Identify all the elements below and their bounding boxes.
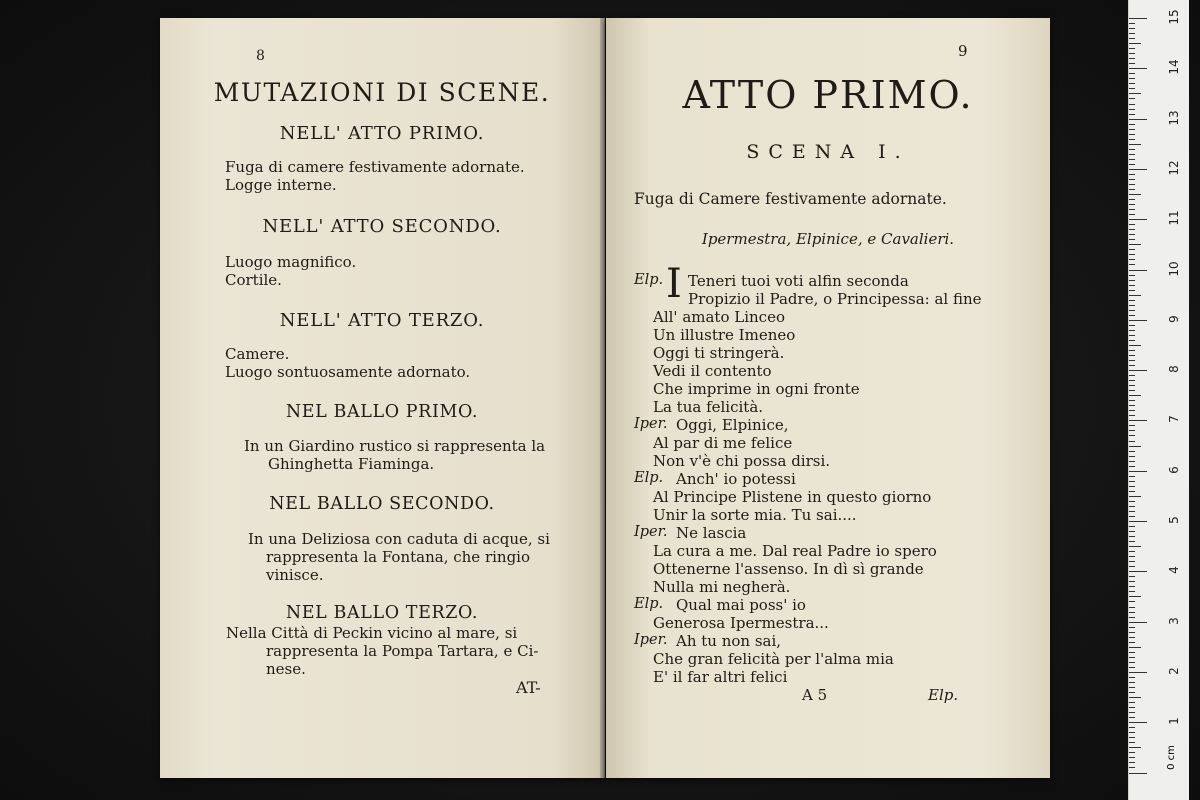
verse-line: Non v'è chi possa dirsi.	[653, 452, 831, 470]
ruler-tick	[1129, 767, 1135, 768]
ruler-tick	[1129, 174, 1135, 175]
ballo-heading: NEL BALLO PRIMO.	[285, 402, 479, 422]
ruler-tick	[1129, 119, 1147, 120]
verse-line: Che imprime in ogni fronte	[653, 380, 860, 398]
drop-initial: I	[666, 261, 682, 307]
verse-line: Nulla mi negherà.	[653, 578, 791, 596]
ruler-tick	[1129, 325, 1135, 326]
ruler-tick	[1129, 471, 1147, 472]
ruler-tick	[1129, 435, 1135, 436]
ballo-heading: NEL BALLO TERZO.	[285, 603, 479, 623]
verse-line: Al Principe Plistene in questo giorno	[653, 488, 932, 506]
ruler-tick	[1129, 752, 1135, 753]
ruler-tick	[1129, 737, 1135, 738]
ruler-tick	[1129, 365, 1135, 366]
ruler-tick	[1129, 169, 1147, 170]
ruler-tick	[1129, 410, 1135, 411]
ruler-tick	[1129, 370, 1147, 371]
speaker-label: Iper.	[634, 524, 668, 540]
act-heading: NELL' ATTO SECONDO.	[262, 216, 502, 237]
ruler-tick	[1129, 239, 1135, 240]
ruler-tick	[1129, 385, 1135, 386]
ruler-tick	[1129, 109, 1135, 110]
ballo-line: In una Deliziosa con caduta di acque, si	[248, 530, 550, 548]
act-heading: NELL' ATTO PRIMO.	[279, 123, 485, 144]
ruler-tick	[1129, 83, 1135, 84]
ruler-tick	[1129, 129, 1135, 130]
ruler-tick	[1129, 320, 1147, 321]
ruler-tick	[1129, 762, 1135, 763]
ruler-tick	[1129, 189, 1135, 190]
ruler-tick	[1129, 254, 1135, 255]
ruler-tick	[1129, 199, 1135, 200]
ruler-tick	[1129, 612, 1135, 613]
ruler-tick	[1129, 154, 1135, 155]
ruler-tick	[1129, 637, 1135, 638]
verse-line: Unir la sorte mia. Tu sai....	[653, 506, 857, 524]
ruler-tick	[1129, 224, 1135, 225]
ruler-tick	[1129, 425, 1135, 426]
ruler-number: 3	[1167, 616, 1181, 625]
scene-line: Cortile.	[225, 271, 282, 289]
speaker-label: Iper.	[634, 416, 668, 432]
ruler-tick	[1129, 687, 1135, 688]
ruler-tick	[1129, 682, 1135, 683]
ruler-tick	[1129, 18, 1147, 19]
ballo-line: In un Giardino rustico si rappresenta la	[244, 437, 546, 455]
ruler-tick	[1129, 305, 1135, 306]
ruler-tick	[1129, 677, 1135, 678]
ruler-tick	[1129, 601, 1135, 602]
ruler-tick	[1129, 757, 1135, 758]
ruler-tick	[1129, 43, 1141, 44]
right-page	[606, 18, 1050, 778]
ruler-tick	[1129, 571, 1147, 572]
ruler-number: 5	[1167, 516, 1181, 524]
ruler-tick	[1129, 380, 1135, 381]
ruler-tick	[1129, 98, 1135, 99]
ruler-tick	[1129, 742, 1135, 743]
ruler-tick	[1129, 310, 1135, 311]
ruler-tick	[1129, 295, 1141, 296]
ruler-tick	[1129, 229, 1135, 230]
ruler-tick	[1129, 496, 1141, 497]
ruler-tick	[1129, 526, 1135, 527]
ballo-line: Ghinghetta Fiaminga.	[268, 455, 435, 473]
ruler-tick	[1129, 375, 1135, 376]
ruler-tick	[1129, 48, 1135, 49]
ruler-tick	[1129, 350, 1135, 351]
ruler-tick	[1129, 164, 1135, 165]
ballo-line: vinisce.	[266, 566, 324, 584]
ruler-tick	[1129, 259, 1135, 260]
ruler-number: 8	[1167, 365, 1181, 373]
ruler-tick	[1129, 531, 1135, 532]
ruler-tick	[1129, 244, 1141, 245]
ruler-tick	[1129, 144, 1141, 145]
ruler-tick	[1129, 124, 1135, 125]
left-page	[160, 18, 605, 778]
ruler-tick	[1129, 63, 1135, 64]
verse-line: Oggi ti stringerà.	[653, 344, 785, 362]
ruler-tick	[1129, 516, 1135, 517]
ruler-tick	[1129, 234, 1135, 235]
ruler-tick	[1129, 541, 1135, 542]
scene-heading: SCENA I.	[746, 141, 910, 163]
verse-line: Anch' io potessi	[676, 470, 796, 488]
ruler-tick	[1129, 290, 1135, 291]
ruler-number: 2	[1167, 667, 1181, 675]
ruler-tick	[1129, 773, 1147, 774]
ruler-tick	[1129, 722, 1147, 723]
ruler-tick	[1129, 642, 1135, 643]
ruler-tick	[1129, 219, 1147, 220]
ruler-tick	[1129, 68, 1147, 69]
ruler-tick	[1129, 702, 1135, 703]
ruler-tick	[1129, 345, 1141, 346]
ruler-tick	[1129, 395, 1141, 396]
ruler-tick	[1129, 330, 1135, 331]
ruler-tick	[1129, 627, 1135, 628]
ruler-tick	[1129, 53, 1135, 54]
ruler-tick	[1129, 491, 1135, 492]
ruler-tick	[1129, 727, 1135, 728]
ruler-tick	[1129, 657, 1135, 658]
ruler-tick	[1129, 355, 1135, 356]
page-title-right: ATTO PRIMO.	[682, 73, 974, 117]
ruler-tick	[1129, 486, 1135, 487]
ruler-tick	[1129, 275, 1135, 276]
ruler-tick	[1129, 617, 1135, 618]
ruler-tick	[1129, 335, 1135, 336]
verse-line: Al par di me felice	[653, 434, 793, 452]
ruler-tick	[1129, 209, 1135, 210]
speaker-label: Elp.	[634, 470, 664, 486]
ruler-tick	[1129, 607, 1135, 608]
ruler-tick	[1129, 466, 1135, 467]
scene-setting: Fuga di Camere festivamente adornate.	[634, 190, 947, 208]
character-list: Ipermestra, Elpinice, e Cavalieri.	[701, 230, 955, 248]
verse-line: Teneri tuoi voti alfin seconda	[688, 272, 909, 290]
speaker-label: Elp.	[634, 596, 664, 612]
ruler-tick	[1129, 214, 1135, 215]
verse-line: Qual mai poss' io	[676, 596, 806, 614]
scene-line: Luogo magnifico.	[225, 253, 357, 271]
ruler-tick	[1129, 662, 1135, 663]
ballo-line: rappresenta la Fontana, che ringio	[266, 548, 531, 566]
ruler-tick	[1129, 88, 1135, 89]
verse-line: E' il far altri felici	[653, 668, 788, 686]
ballo-line: rappresenta la Pompa Tartara, e Ci-	[266, 642, 539, 660]
ruler-tick	[1129, 280, 1135, 281]
ruler-tick	[1129, 647, 1141, 648]
ruler-number: 11	[1167, 210, 1181, 226]
ruler-tick	[1129, 179, 1135, 180]
ruler-tick	[1129, 667, 1135, 668]
ruler-tick	[1129, 446, 1141, 447]
signature-mark: A 5	[802, 686, 828, 704]
ruler-tick	[1129, 596, 1141, 597]
scene-line: Logge interne.	[225, 176, 337, 194]
act-heading: NELL' ATTO TERZO.	[279, 310, 485, 331]
ruler-tick	[1129, 430, 1135, 431]
open-book	[160, 18, 1052, 786]
ruler-tick	[1129, 405, 1135, 406]
ruler-tick	[1129, 400, 1135, 401]
ruler-number: 12	[1167, 160, 1181, 176]
ruler-tick	[1129, 441, 1135, 442]
ruler-number: 9	[1167, 314, 1181, 323]
ruler-tick	[1129, 315, 1135, 316]
ruler-tick	[1129, 390, 1135, 391]
verse-line: Ottenerne l'assenso. In dì sì grande	[653, 560, 924, 578]
verse-line: La cura a me. Dal real Padre io spero	[653, 542, 937, 560]
scene-line: Camere.	[225, 345, 290, 363]
verse-line: Oggi, Elpinice,	[676, 416, 789, 434]
ruler-tick	[1129, 511, 1135, 512]
ruler-tick	[1129, 270, 1147, 271]
ruler-tick	[1129, 58, 1135, 59]
ruler-tick	[1129, 285, 1135, 286]
ballo-line: nese.	[266, 660, 306, 678]
ruler-tick	[1129, 591, 1135, 592]
ruler-tick	[1129, 23, 1135, 24]
ruler-tick	[1129, 461, 1135, 462]
ruler-tick	[1129, 476, 1135, 477]
ruler-tick	[1129, 521, 1147, 522]
catchword-right: Elp.	[928, 686, 959, 704]
ruler-tick	[1129, 134, 1135, 135]
ruler-tick	[1129, 456, 1135, 457]
verse-line: All' amato Linceo	[653, 308, 785, 326]
verse-line: Propizio il Padre, o Principessa: al fine	[688, 290, 982, 308]
ruler-number: 1	[1167, 717, 1181, 726]
verse-line: Vedi il contento	[653, 362, 772, 380]
ruler-tick	[1129, 586, 1135, 587]
ruler-tick	[1129, 732, 1135, 733]
ruler-number: 13	[1167, 109, 1181, 126]
ruler-tick	[1129, 264, 1135, 265]
ruler-tick	[1129, 28, 1135, 29]
ruler-tick	[1129, 717, 1135, 718]
page-number-left: 8	[256, 48, 265, 64]
ruler-number: 7	[1167, 415, 1181, 424]
ruler-tick	[1129, 184, 1135, 185]
ruler-tick	[1129, 149, 1135, 150]
ruler-number: 10	[1167, 260, 1181, 277]
ruler-number: 15	[1167, 9, 1181, 25]
ruler-tick	[1129, 481, 1135, 482]
ruler-tick	[1129, 420, 1147, 421]
ruler-tick	[1129, 159, 1135, 160]
ruler-tick	[1129, 672, 1147, 673]
ruler-tick	[1129, 697, 1141, 698]
ruler-tick	[1129, 561, 1135, 562]
ruler-tick	[1129, 652, 1135, 653]
ruler-tick	[1129, 546, 1141, 547]
ruler-tick	[1129, 139, 1135, 140]
ruler-tick	[1129, 249, 1135, 250]
verse-line: Un illustre Imeneo	[653, 326, 796, 344]
ruler-tick	[1129, 501, 1135, 502]
ruler-tick	[1129, 451, 1135, 452]
ruler-tick	[1129, 38, 1135, 39]
verse-line: Ne lascia	[676, 524, 747, 542]
ruler-tick	[1129, 114, 1135, 115]
ballo-heading: NEL BALLO SECONDO.	[269, 494, 495, 514]
ruler-tick	[1129, 707, 1135, 708]
measuring-ruler	[1128, 0, 1189, 800]
ruler-number: 14	[1167, 59, 1181, 75]
ruler-tick	[1129, 93, 1141, 94]
ruler-number: 4	[1167, 566, 1181, 575]
catchword-left: AT-	[516, 678, 541, 697]
ruler-tick	[1129, 622, 1147, 623]
ruler-tick	[1129, 747, 1141, 748]
verse-line: Generosa Ipermestra...	[653, 614, 829, 632]
speaker-label: Iper.	[634, 632, 668, 648]
ruler-tick	[1129, 33, 1135, 34]
page-title-left: MUTAZIONI DI SCENE.	[213, 78, 551, 107]
scene-line: Fuga di camere festivamente adornate.	[225, 158, 525, 176]
ruler-tick	[1129, 73, 1135, 74]
ruler-tick	[1129, 300, 1135, 301]
ruler-tick	[1129, 566, 1135, 567]
ruler-tick	[1129, 104, 1135, 105]
ruler-tick	[1129, 712, 1135, 713]
speaker-label: Elp.	[634, 272, 664, 288]
scene-line: Luogo sontuosamente adornato.	[225, 363, 471, 381]
ruler-tick	[1129, 576, 1135, 577]
ruler-number: 6	[1167, 465, 1181, 474]
ruler-tick	[1129, 360, 1135, 361]
verse-line: Che gran felicità per l'alma mia	[653, 650, 894, 668]
ruler-tick	[1129, 692, 1135, 693]
verse-line: Ah tu non sai,	[676, 632, 782, 650]
ruler-tick	[1129, 415, 1135, 416]
ruler-unit-label: 0 cm	[1165, 745, 1177, 770]
ruler-tick	[1129, 204, 1135, 205]
ruler-tick	[1129, 78, 1135, 79]
ballo-line: Nella Città di Peckin vicino al mare, si	[226, 624, 518, 642]
page-number-right: 9	[958, 42, 968, 60]
verse-line: La tua felicità.	[653, 398, 764, 416]
ruler-tick	[1129, 536, 1135, 537]
ruler-tick	[1129, 194, 1141, 195]
ruler-tick	[1129, 556, 1135, 557]
ruler-tick	[1129, 340, 1135, 341]
ruler-tick	[1129, 581, 1135, 582]
ruler-tick	[1129, 632, 1135, 633]
ruler-tick	[1129, 506, 1135, 507]
ruler-tick	[1129, 551, 1135, 552]
